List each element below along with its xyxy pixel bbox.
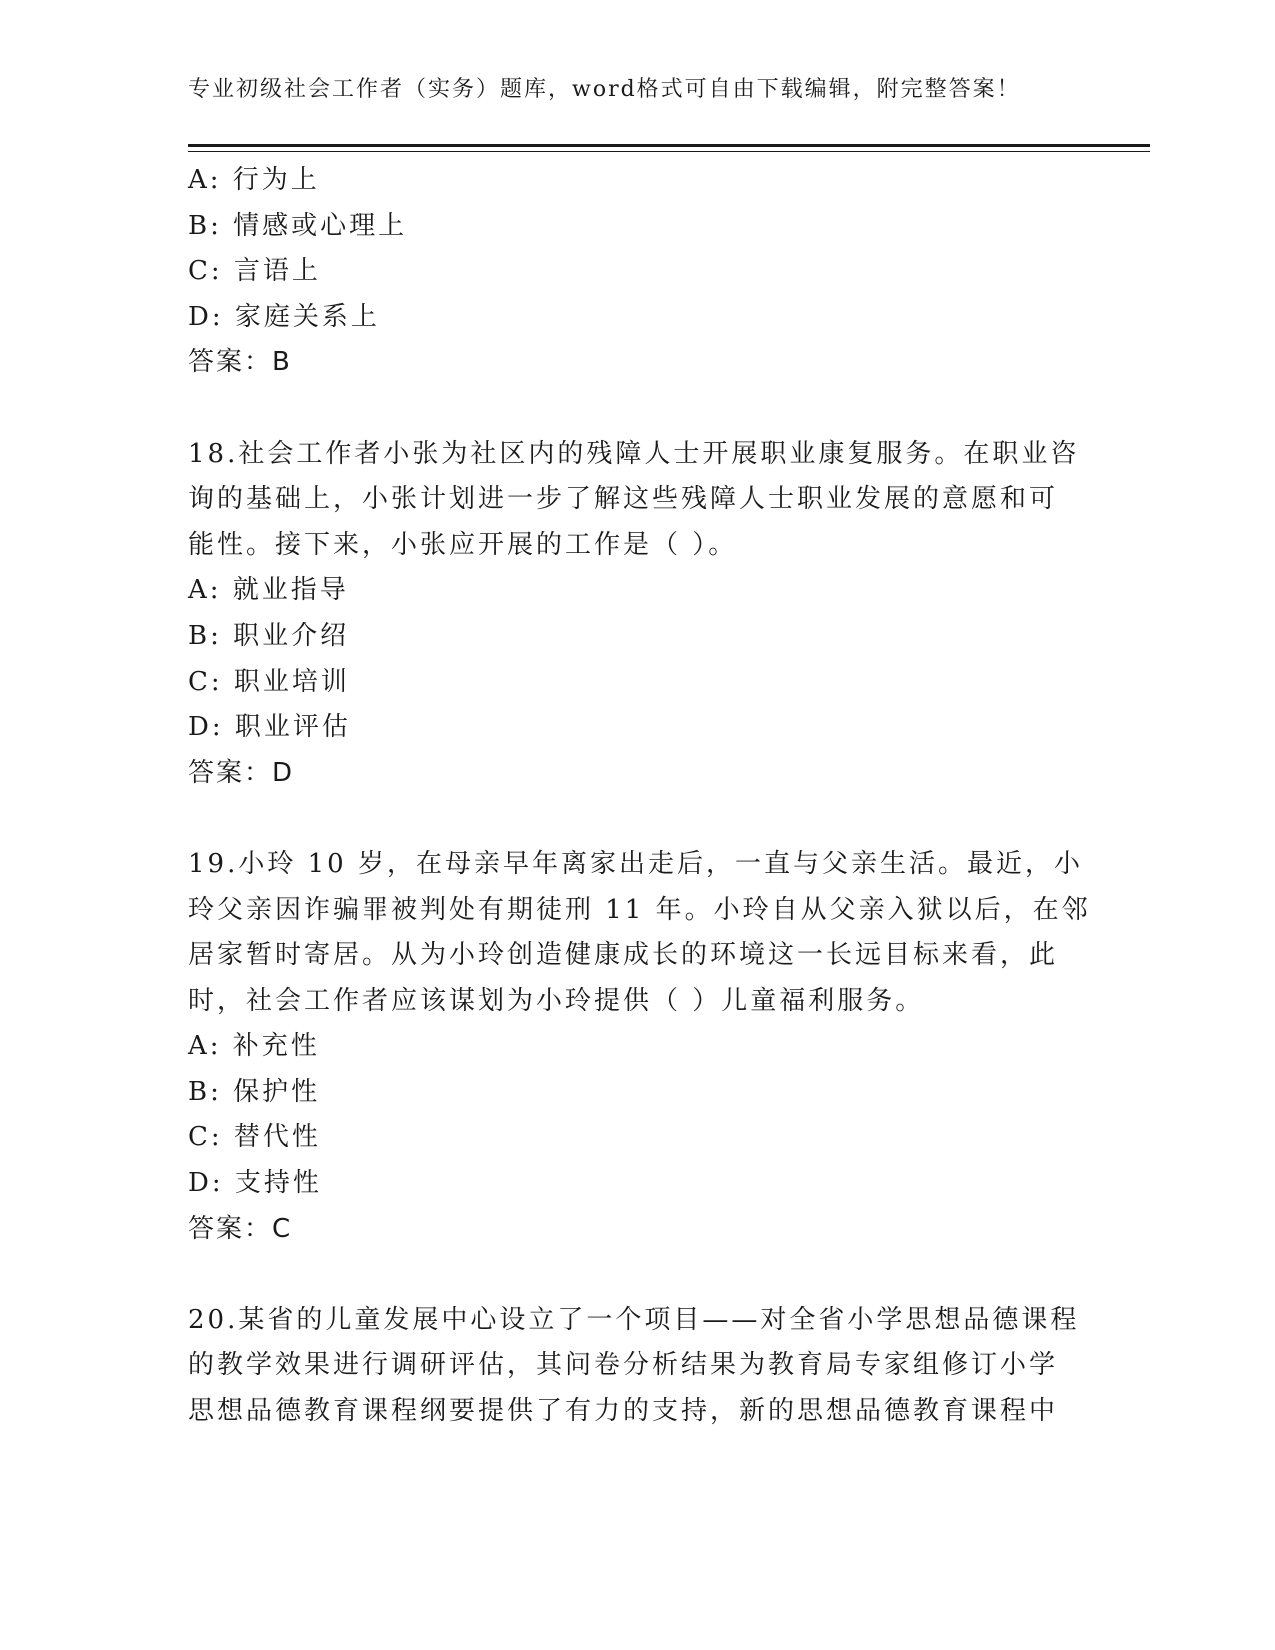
stem-line: 19.小玲 10 岁，在母亲早年离家出走后，一直与父亲生活。最近，小 [188,848,1083,879]
option-c: C: 职业培训 [188,666,350,697]
option-c: C: 言语上 [188,256,321,287]
question-18 [188,432,1088,797]
answer-line: 答案：B [188,347,292,378]
question-stem [188,842,1091,1024]
page-header: 专业初级社会工作者（实务）题库，word格式可自由下载编辑，附完整答案！ [188,77,1021,102]
option-c: C: 替代性 [188,1122,321,1153]
option-b: B: 情感或心理上 [188,210,408,241]
option-b: B: 职业介绍 [188,620,350,651]
document-body [188,158,1091,1435]
option-d: D: 家庭关系上 [188,301,380,332]
option-a: A: 就业指导 [188,575,349,606]
answer-line: 答案：C [188,1213,293,1244]
option-d: D: 支持性 [188,1168,322,1199]
question-17-continuation [188,158,1088,386]
question-stem [188,432,1088,569]
question-19 [188,842,1091,1252]
option-d: D: 职业评估 [188,712,351,743]
answer-line: 答案：D [188,757,295,788]
option-a: A: 补充性 [188,1031,320,1062]
option-a: A: 行为上 [188,165,320,195]
stem-line: 居家暂时寄居。从为小玲创造健康成长的环境这一长远目标来看，此 [188,940,1059,971]
header-rule-thin [188,151,1150,152]
stem-line: 玲父亲因诈骗罪被判处有期徒刑 11 年。小玲自从父亲入狱以后，在邻 [188,894,1091,925]
stem-line: 能性。接下来，小张应开展的工作是（ ）。 [188,529,738,560]
stem-line: 20.某省的儿童发展中心设立了一个项目——对全省小学思想品德课程 [188,1304,1080,1335]
stem-line: 思想品德教育课程纲要提供了有力的支持，新的思想品德教育课程中 [188,1396,1059,1427]
question-20 [188,1298,1088,1435]
stem-line: 18.社会工作者小张为社区内的残障人士开展职业康复服务。在职业咨 [188,438,1080,469]
stem-line: 时，社会工作者应该谋划为小玲提供（ ）儿童福利服务。 [188,985,925,1016]
question-stem [188,1298,1088,1435]
stem-line: 询的基础上，小张计划进一步了解这些残障人士职业发展的意愿和可 [188,484,1059,515]
stem-line: 的教学效果进行调研评估，其问卷分析结果为教育局专家组修订小学 [188,1350,1059,1381]
header-rule-thick [188,144,1150,147]
option-b: B: 保护性 [188,1076,321,1107]
